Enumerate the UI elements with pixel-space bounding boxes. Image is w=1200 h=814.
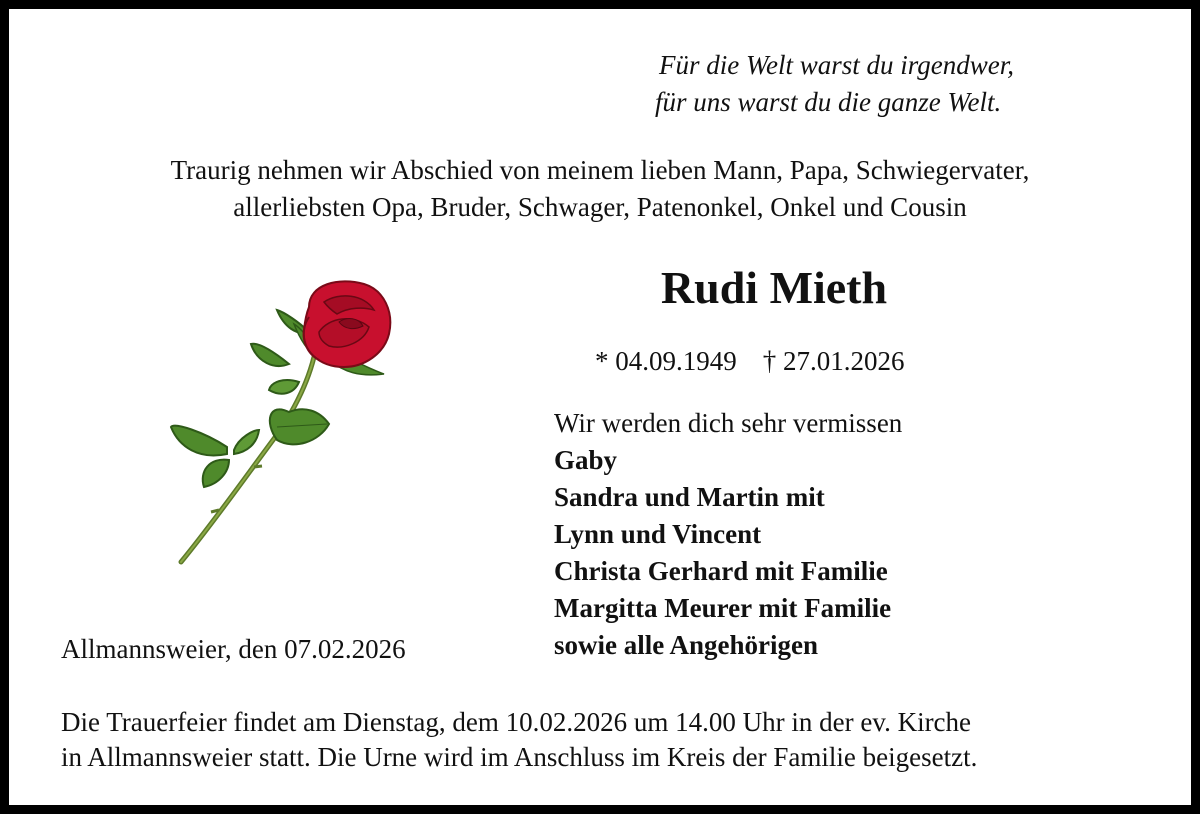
mourner-name: Lynn und Vincent: [554, 519, 762, 549]
service-info: [61, 705, 977, 775]
intro-line-1: Traurig nehmen wir Abschied von meinem lieben Mann, Papa, Schwiegervater,: [170, 155, 1030, 185]
death-date: † 27.01.2026: [762, 346, 905, 376]
intro-line-2: allerliebsten Opa, Bruder, Schwager, Patenonkel, Onkel und Cousin: [233, 192, 967, 222]
mourner-name: Gaby: [554, 445, 618, 475]
quote-line-2: für uns warst du die ganze Welt.: [655, 87, 1002, 117]
birth-date: * 04.09.1949: [595, 346, 737, 376]
mourner-name: sowie alle Angehörigen: [554, 630, 818, 660]
mourners-block: [554, 405, 902, 664]
obituary-card: [9, 9, 1191, 805]
memorial-quote: [655, 47, 1015, 121]
place-date: Allmannsweier, den 07.02.2026: [61, 634, 406, 664]
life-dates: [595, 344, 905, 378]
rose-icon: [159, 272, 399, 572]
mourner-name: Margitta Meurer mit Familie: [554, 593, 892, 623]
service-line-1: Die Trauerfeier findet am Dienstag, dem 10.02.2026 um 14.00 Uhr in der ev. Kirche: [61, 707, 972, 737]
service-line-2: in Allmannsweier statt. Die Urne wird im Anschluss im Kreis der Familie beigesetzt.: [61, 742, 978, 772]
intro-text: [9, 152, 1191, 226]
deceased-name: Rudi Mieth: [660, 262, 888, 313]
quote-line-1: Für die Welt warst du irgendwer,: [659, 50, 1015, 80]
mourner-name: Christa Gerhard mit Familie: [554, 556, 888, 586]
mourners-intro: Wir werden dich sehr vermissen: [554, 408, 903, 438]
mourner-name: Sandra und Martin mit: [554, 482, 825, 512]
